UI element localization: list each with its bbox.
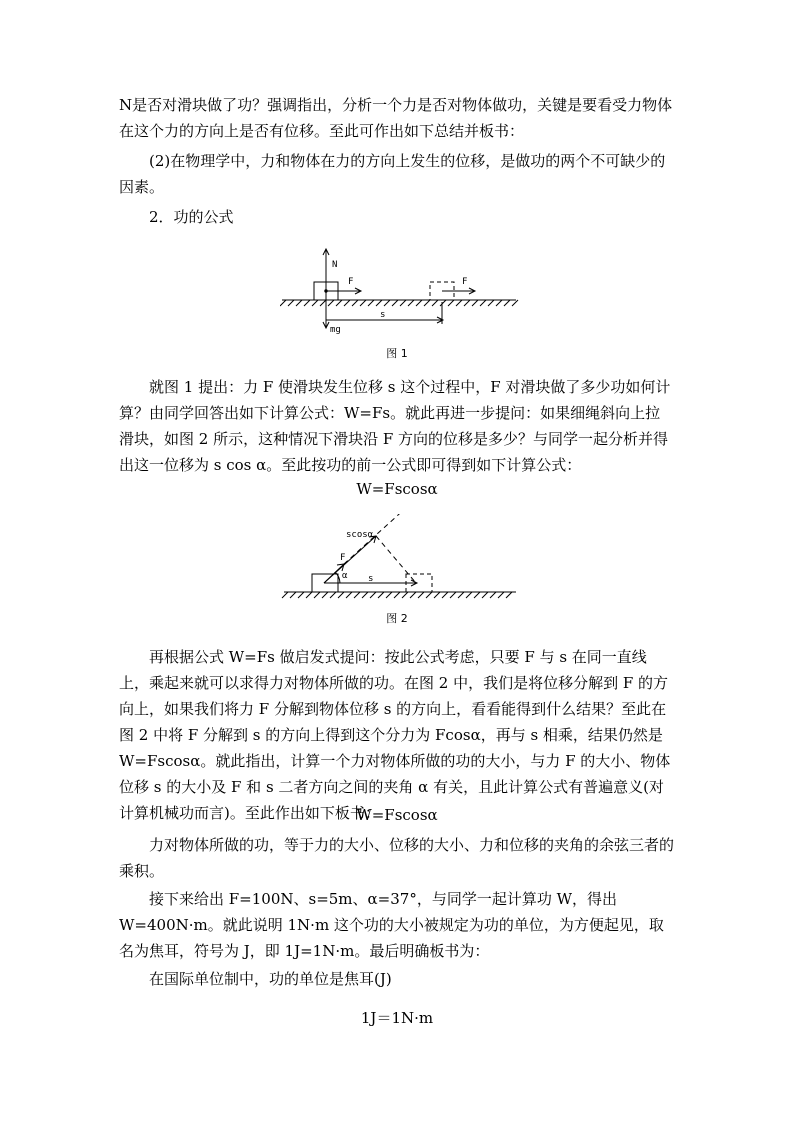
paragraph-7: 在国际单位制中，功的单位是焦耳(J) <box>149 970 392 988</box>
figure-2-caption: 图 2 <box>386 612 408 625</box>
formula-1: W=Fscosα <box>356 480 438 498</box>
label-F1: F <box>348 277 354 287</box>
label-s: s <box>380 310 386 320</box>
paragraph-4: 再根据公式 W=Fs 做启发式提问：按此公式考虑，只要 F 与 s 在同一直线上，乘起来就可以求得力对物体所做的功。在图 2 中，我们是将位移分解到 F 的方向上，如果我们将力 F 分解到物体位移 s 的方向上，看看能得到什么结果？至此在图 2 中将 F 分解到 s 的方向上得到这个分力为 Fcosα，再与 s 相乘，结果仍然是 W=Fscosα。就此指出，计算一个力对物体所做的功的大小，与力 F 的大小、物体位移 s 的大小及 F 和 s 二者方向之间的夹角 α 有关，且此计算公式有普遍意义(对计算机械功而言)。至此作出如下板书： <box>119 648 671 822</box>
label-alpha: α <box>342 571 348 581</box>
label-F: F <box>340 553 346 563</box>
formula-3: 1J＝1N·m <box>360 1009 434 1027</box>
paragraph-5: 力对物体所做的功，等于力的大小、位移的大小、力和位移的夹角的余弦三者的乘积。 <box>119 836 675 880</box>
label-F2: F <box>462 277 468 287</box>
paragraph-2: (2)在物理学中，力和物体在力的方向上发生的位移，是做功的两个不可缺少的因素。 <box>119 152 666 196</box>
ground-hatching <box>280 300 518 306</box>
paragraph-6: 接下来给出 F=100N、s=5m、α=37°，与同学一起计算功 W，得出 W=400N·m。就此说明 1N·m 这个功的大小被规定为功的单位，为方便起见，取名为焦耳，符号为 J，即 1J=1N·m。最后明确板书为： <box>119 890 664 960</box>
paragraph-1: N是否对滑块做了功？强调指出，分析一个力是否对物体做功，关键是要看受力物体在这个力的方向上是否有位移。至此可作出如下总结并板书： <box>119 96 673 140</box>
formula-2: W=Fscosα <box>356 806 438 824</box>
section-heading: 2．功的公式 <box>149 208 234 226</box>
figure-1-diagram <box>280 244 520 336</box>
ground-hatching <box>282 592 512 598</box>
paragraph-3: 就图 1 提出：力 F 使滑块发生位移 s 这个过程中，F 对滑块做了多少功如何计算？由同学回答出如下计算公式：W=Fs。就此再进一步提问：如果细绳斜向上拉滑块，如图 2 所示，这种情况下滑块沿 F 方向的位移是多少？与同学一起分析并得出这一位移为 s cos α。至此按功的前一公式即可得到如下计算公式： <box>119 378 671 474</box>
label-scos: scosα <box>346 530 374 540</box>
projection-dashed <box>376 536 416 583</box>
label-N: N <box>332 260 338 270</box>
figure-2-diagram <box>280 514 520 604</box>
label-mg: mg <box>330 325 341 335</box>
figure-1-caption: 图 1 <box>386 347 408 360</box>
label-s: s <box>368 574 374 584</box>
